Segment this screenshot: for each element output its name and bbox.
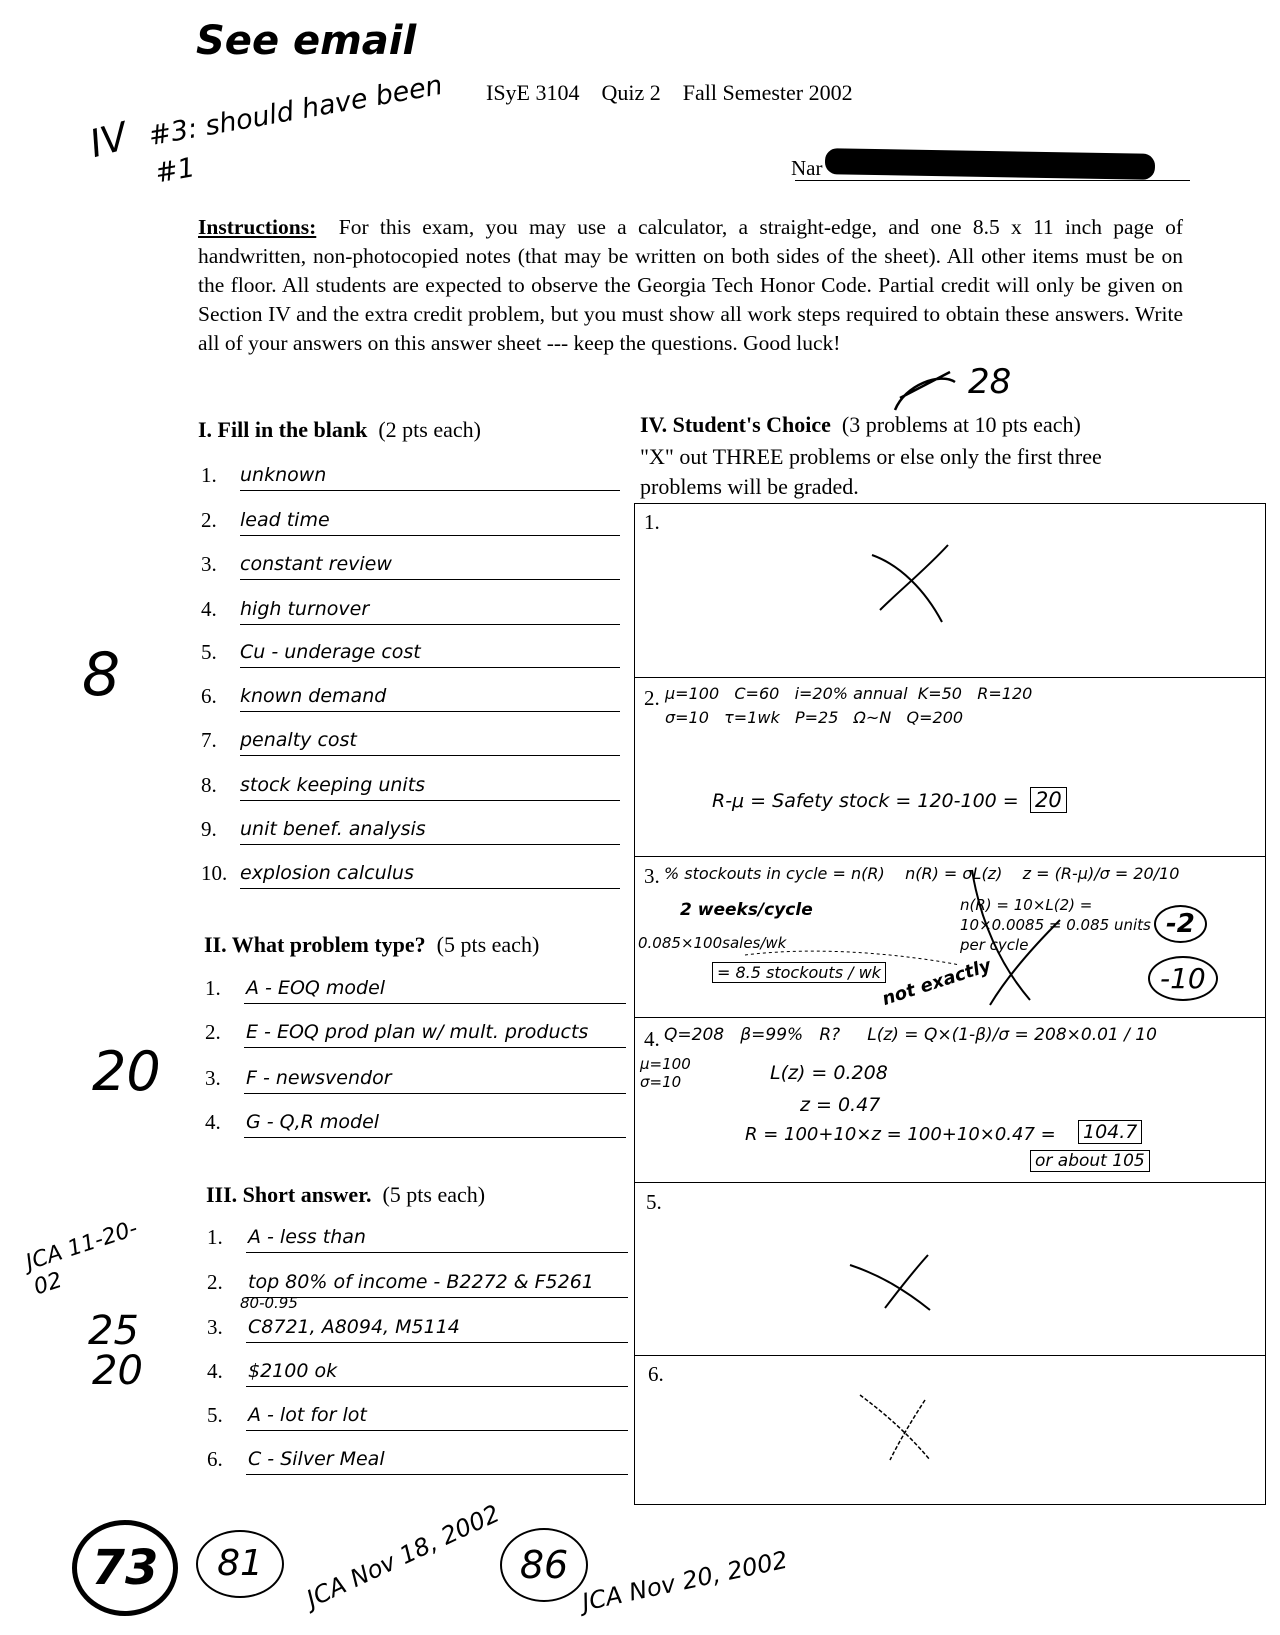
section1-item-answer: known demand xyxy=(240,685,387,707)
section1-item-number: 3. xyxy=(201,552,217,576)
section1-item-number: 6. xyxy=(201,684,217,708)
section1-item-number: 2. xyxy=(201,508,217,532)
section3-item-number: 3. xyxy=(207,1315,223,1339)
p4-line3: L(z) = 0.208 xyxy=(770,1062,888,1084)
should-have-been-note: #3: should have been #1 xyxy=(146,69,445,190)
section1-item-answer: stock keeping units xyxy=(240,774,426,796)
section3-title-text: III. Short answer. xyxy=(206,1182,372,1207)
section1-item-answer: Cu - underage cost xyxy=(240,641,421,663)
roman-note: IV xyxy=(84,113,133,167)
p4-line4: z = 0.47 xyxy=(800,1094,881,1116)
name-label: Nar xyxy=(791,156,823,180)
section1-item-number: 9. xyxy=(201,817,217,841)
section1-title-text: I. Fill in the blank xyxy=(198,417,368,442)
section3-points: (5 pts each) xyxy=(382,1182,486,1207)
p4-number: 4. xyxy=(644,1027,660,1051)
section3-score-a: 25 xyxy=(88,1308,139,1354)
section2-item-answer: G - Q,R model xyxy=(246,1111,380,1133)
section1-item-answer: lead time xyxy=(240,509,330,531)
section1-item-number: 4. xyxy=(201,597,217,621)
section3-item-answer: A - less than xyxy=(248,1226,366,1248)
instructions-text: For this exam, you may use a calculator, a straight-edge, and one 8.5 x 11 inch page of handwritten, non-photocopied notes (that may be written on both sides of the sheet). All other items must be on the floor. All students are expected to observe the Georgia Tech Honor Code. Partial credit will only be given on Section IV and the extra credit problem, but you must show all work steps required to obtain these answers. Write all of your answers on this answer sheet --- keep the questions. Good luck! xyxy=(198,215,1183,355)
section1-item-answer: constant review xyxy=(240,553,392,575)
grade-3: 86 xyxy=(500,1528,588,1602)
p2-given-2: σ=10 τ=1wk P=25 Ω~N Q=200 xyxy=(665,708,964,727)
section1-item-number: 10. xyxy=(201,861,228,885)
section3-item-answer: C - Silver Meal xyxy=(248,1448,385,1470)
section3-score-b: 20 xyxy=(92,1348,143,1394)
section2-score: 20 xyxy=(92,1040,161,1103)
section1-item-answer: penalty cost xyxy=(240,729,357,751)
see-email-note: See email xyxy=(196,18,417,64)
p3-line3: n(R) = 10×L(2) = 10×0.0085 = 0.085 units per cycle xyxy=(960,896,1151,954)
section1-score: 8 xyxy=(82,640,121,710)
p2-work: R-μ = Safety stock = 120-100 = xyxy=(712,790,1019,812)
side-initials: JCA 11-20-02 xyxy=(22,1216,141,1301)
section2-item-number: 2. xyxy=(205,1020,221,1044)
section4-points: (3 problems at 10 pts each) xyxy=(841,412,1081,437)
section4-subtitle: "X" out THREE problems or else only the first three problems will be graded. xyxy=(640,444,1102,499)
instructions-label: Instructions: xyxy=(198,215,317,239)
section3-item-number: 1. xyxy=(207,1225,223,1249)
p5-number: 5. xyxy=(646,1190,662,1214)
p2-number: 2. xyxy=(644,686,660,710)
section3-item-answer: top 80% of income - B2272 & F5261 xyxy=(248,1271,594,1293)
p3-score-1: -2 xyxy=(1154,905,1207,943)
section2-item-number: 3. xyxy=(205,1066,221,1090)
p3-line4: 0.085×100sales/wk xyxy=(638,934,787,952)
p4-answer: 104.7 xyxy=(1078,1120,1142,1144)
section2-item-answer: E - EOQ prod plan w/ mult. products xyxy=(246,1021,589,1043)
quiz-label: Quiz 2 xyxy=(601,80,661,105)
p4-line5: R = 100+10×z = 100+10×0.47 = xyxy=(745,1124,1056,1145)
section3-item-answer: C8721, A8094, M5114 xyxy=(248,1316,460,1338)
p4-line2: μ=100 σ=10 xyxy=(640,1055,691,1091)
section1-item-answer: unknown xyxy=(240,464,327,486)
section1-points: (2 pts each) xyxy=(378,417,481,442)
section3-item-number: 4. xyxy=(207,1359,223,1383)
section1-item-number: 7. xyxy=(201,728,217,752)
p3-line2: 2 weeks/cycle xyxy=(680,900,813,920)
grade-3-date: JCA Nov 20, 2002 xyxy=(579,1545,791,1617)
p3-score-2: -10 xyxy=(1148,956,1218,1001)
p3-number: 3. xyxy=(644,864,660,888)
p3-line5: = 8.5 stockouts / wk xyxy=(712,962,886,983)
section3-item-number: 2. xyxy=(207,1270,223,1294)
total-score-revised: 28 xyxy=(968,362,1012,402)
p2-answer: 20 xyxy=(1030,787,1067,813)
p4-answer-2: or about 105 xyxy=(1030,1150,1150,1172)
section3-item-number: 5. xyxy=(207,1403,223,1427)
section3-item-answer: $2100 ok xyxy=(248,1360,338,1382)
section1-item-answer: high turnover xyxy=(240,598,370,620)
section2-item-number: 4. xyxy=(205,1110,221,1134)
final-grade: 73 xyxy=(72,1520,178,1616)
p6-number: 6. xyxy=(648,1362,664,1386)
p4-line1: Q=208 β=99% R? L(z) = Q×(1-β)/σ = 208×0.01 / 10 xyxy=(664,1025,1157,1045)
section1-item-number: 5. xyxy=(201,640,217,664)
section1-item-number: 8. xyxy=(201,773,217,797)
section3-item-number: 6. xyxy=(207,1447,223,1471)
section2-item-answer: A - EOQ model xyxy=(246,977,386,999)
grade-2-date: JCA Nov 18, 2002 xyxy=(302,1499,504,1614)
section1-item-answer: explosion calculus xyxy=(240,862,414,884)
p3-note: not exactly xyxy=(879,955,994,1010)
section2-title-text: II. What problem type? xyxy=(204,932,426,957)
term-label: Fall Semester 2002 xyxy=(682,80,853,105)
section3-note: 80-0.95 xyxy=(240,1294,298,1312)
p2-given-1: μ=100 C=60 i=20% annual K=50 R=120 xyxy=(665,684,1033,703)
section2-item-answer: F - newsvendor xyxy=(246,1067,392,1089)
p1-number: 1. xyxy=(644,510,660,534)
section1-item-answer: unit benef. analysis xyxy=(240,818,426,840)
section2-item-number: 1. xyxy=(205,976,221,1000)
section2-points: (5 pts each) xyxy=(436,932,540,957)
section1-item-number: 1. xyxy=(201,463,217,487)
grade-2: 81 xyxy=(196,1530,284,1598)
course-code: ISyE 3104 xyxy=(486,80,580,105)
section3-item-answer: A - lot for lot xyxy=(248,1404,367,1426)
p3-line1: % stockouts in cycle = n(R) n(R) = σL(z) z = (R-μ)/σ = 20/10 xyxy=(664,864,1180,883)
section4-title-text: IV. Student's Choice xyxy=(640,412,831,437)
